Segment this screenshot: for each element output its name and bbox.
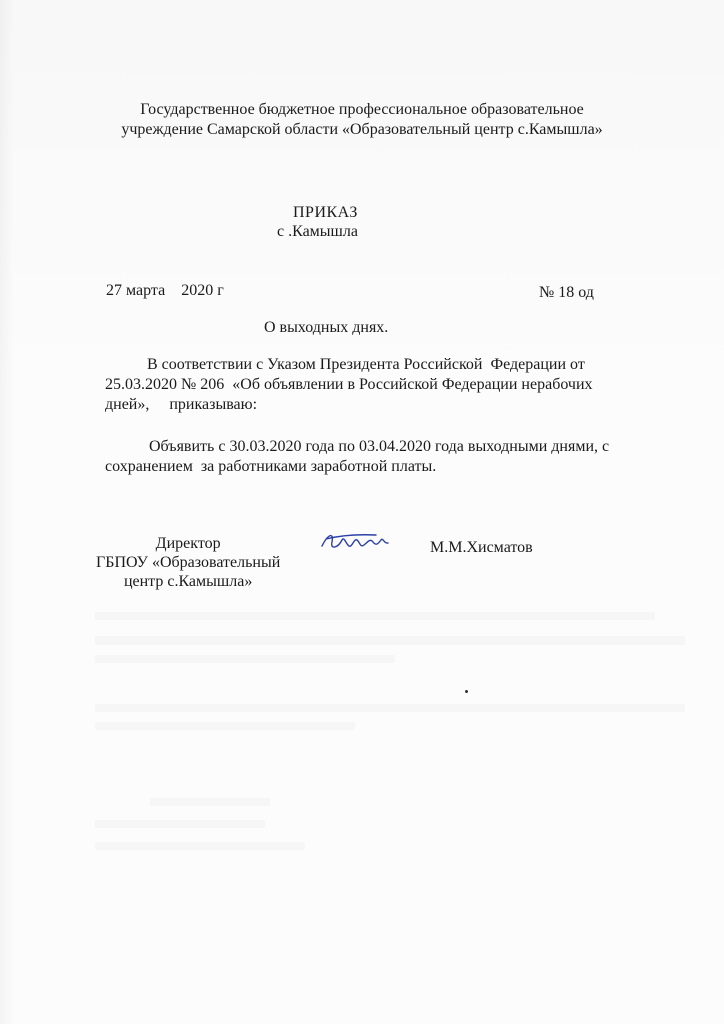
scan-artifact: [95, 655, 395, 663]
scan-artifact: [95, 842, 305, 850]
order-title: ПРИКАЗ: [293, 204, 358, 221]
paragraph-1-line-1: В соответствии с Указом Президента Российской Федерации от: [147, 356, 585, 373]
scan-artifact: [150, 798, 270, 806]
signatory-role-line-1: Директор: [155, 535, 221, 552]
handwritten-signature: [318, 528, 392, 556]
organization-line-2: учреждение Самарской области «Образовательный центр с.Камышла»: [121, 121, 603, 138]
paragraph-2-line-2: сохранением за работниками заработной платы.: [105, 458, 437, 475]
scan-artifact: [95, 636, 685, 645]
ink-dot: [465, 690, 468, 693]
scan-artifact: [95, 820, 265, 828]
paragraph-2-line-1: Объявить с 30.03.2020 года по 03.04.2020 года выходными днями, с: [149, 438, 610, 455]
order-date: 27 марта 2020 г: [106, 282, 224, 299]
order-paragraph-1: [105, 355, 593, 415]
order-place: с .Камышла: [277, 223, 358, 240]
scan-artifact: [95, 612, 655, 620]
signatory-role-line-3: центр с.Камышла»: [123, 573, 253, 590]
signatory-role-line-2: ГБПОУ «Образовательный: [96, 554, 281, 571]
paragraph-1-line-2: 25.03.2020 № 206 «Об объявлении в Российской Федерации нерабочих: [105, 376, 593, 393]
signatory-name: М.М.Хисматов: [430, 539, 533, 556]
order-number: № 18 од: [539, 284, 594, 301]
organization-line-1: Государственное бюджетное профессиональное образовательное: [140, 101, 584, 118]
scan-artifact: [95, 704, 685, 712]
organization-header: [0, 100, 724, 140]
order-subject: О выходных днях.: [264, 319, 389, 336]
signatory-role: [96, 534, 280, 591]
order-paragraph-2: [105, 437, 609, 477]
paragraph-1-line-3: дней», приказываю:: [105, 396, 258, 413]
scan-artifact: [95, 722, 355, 730]
